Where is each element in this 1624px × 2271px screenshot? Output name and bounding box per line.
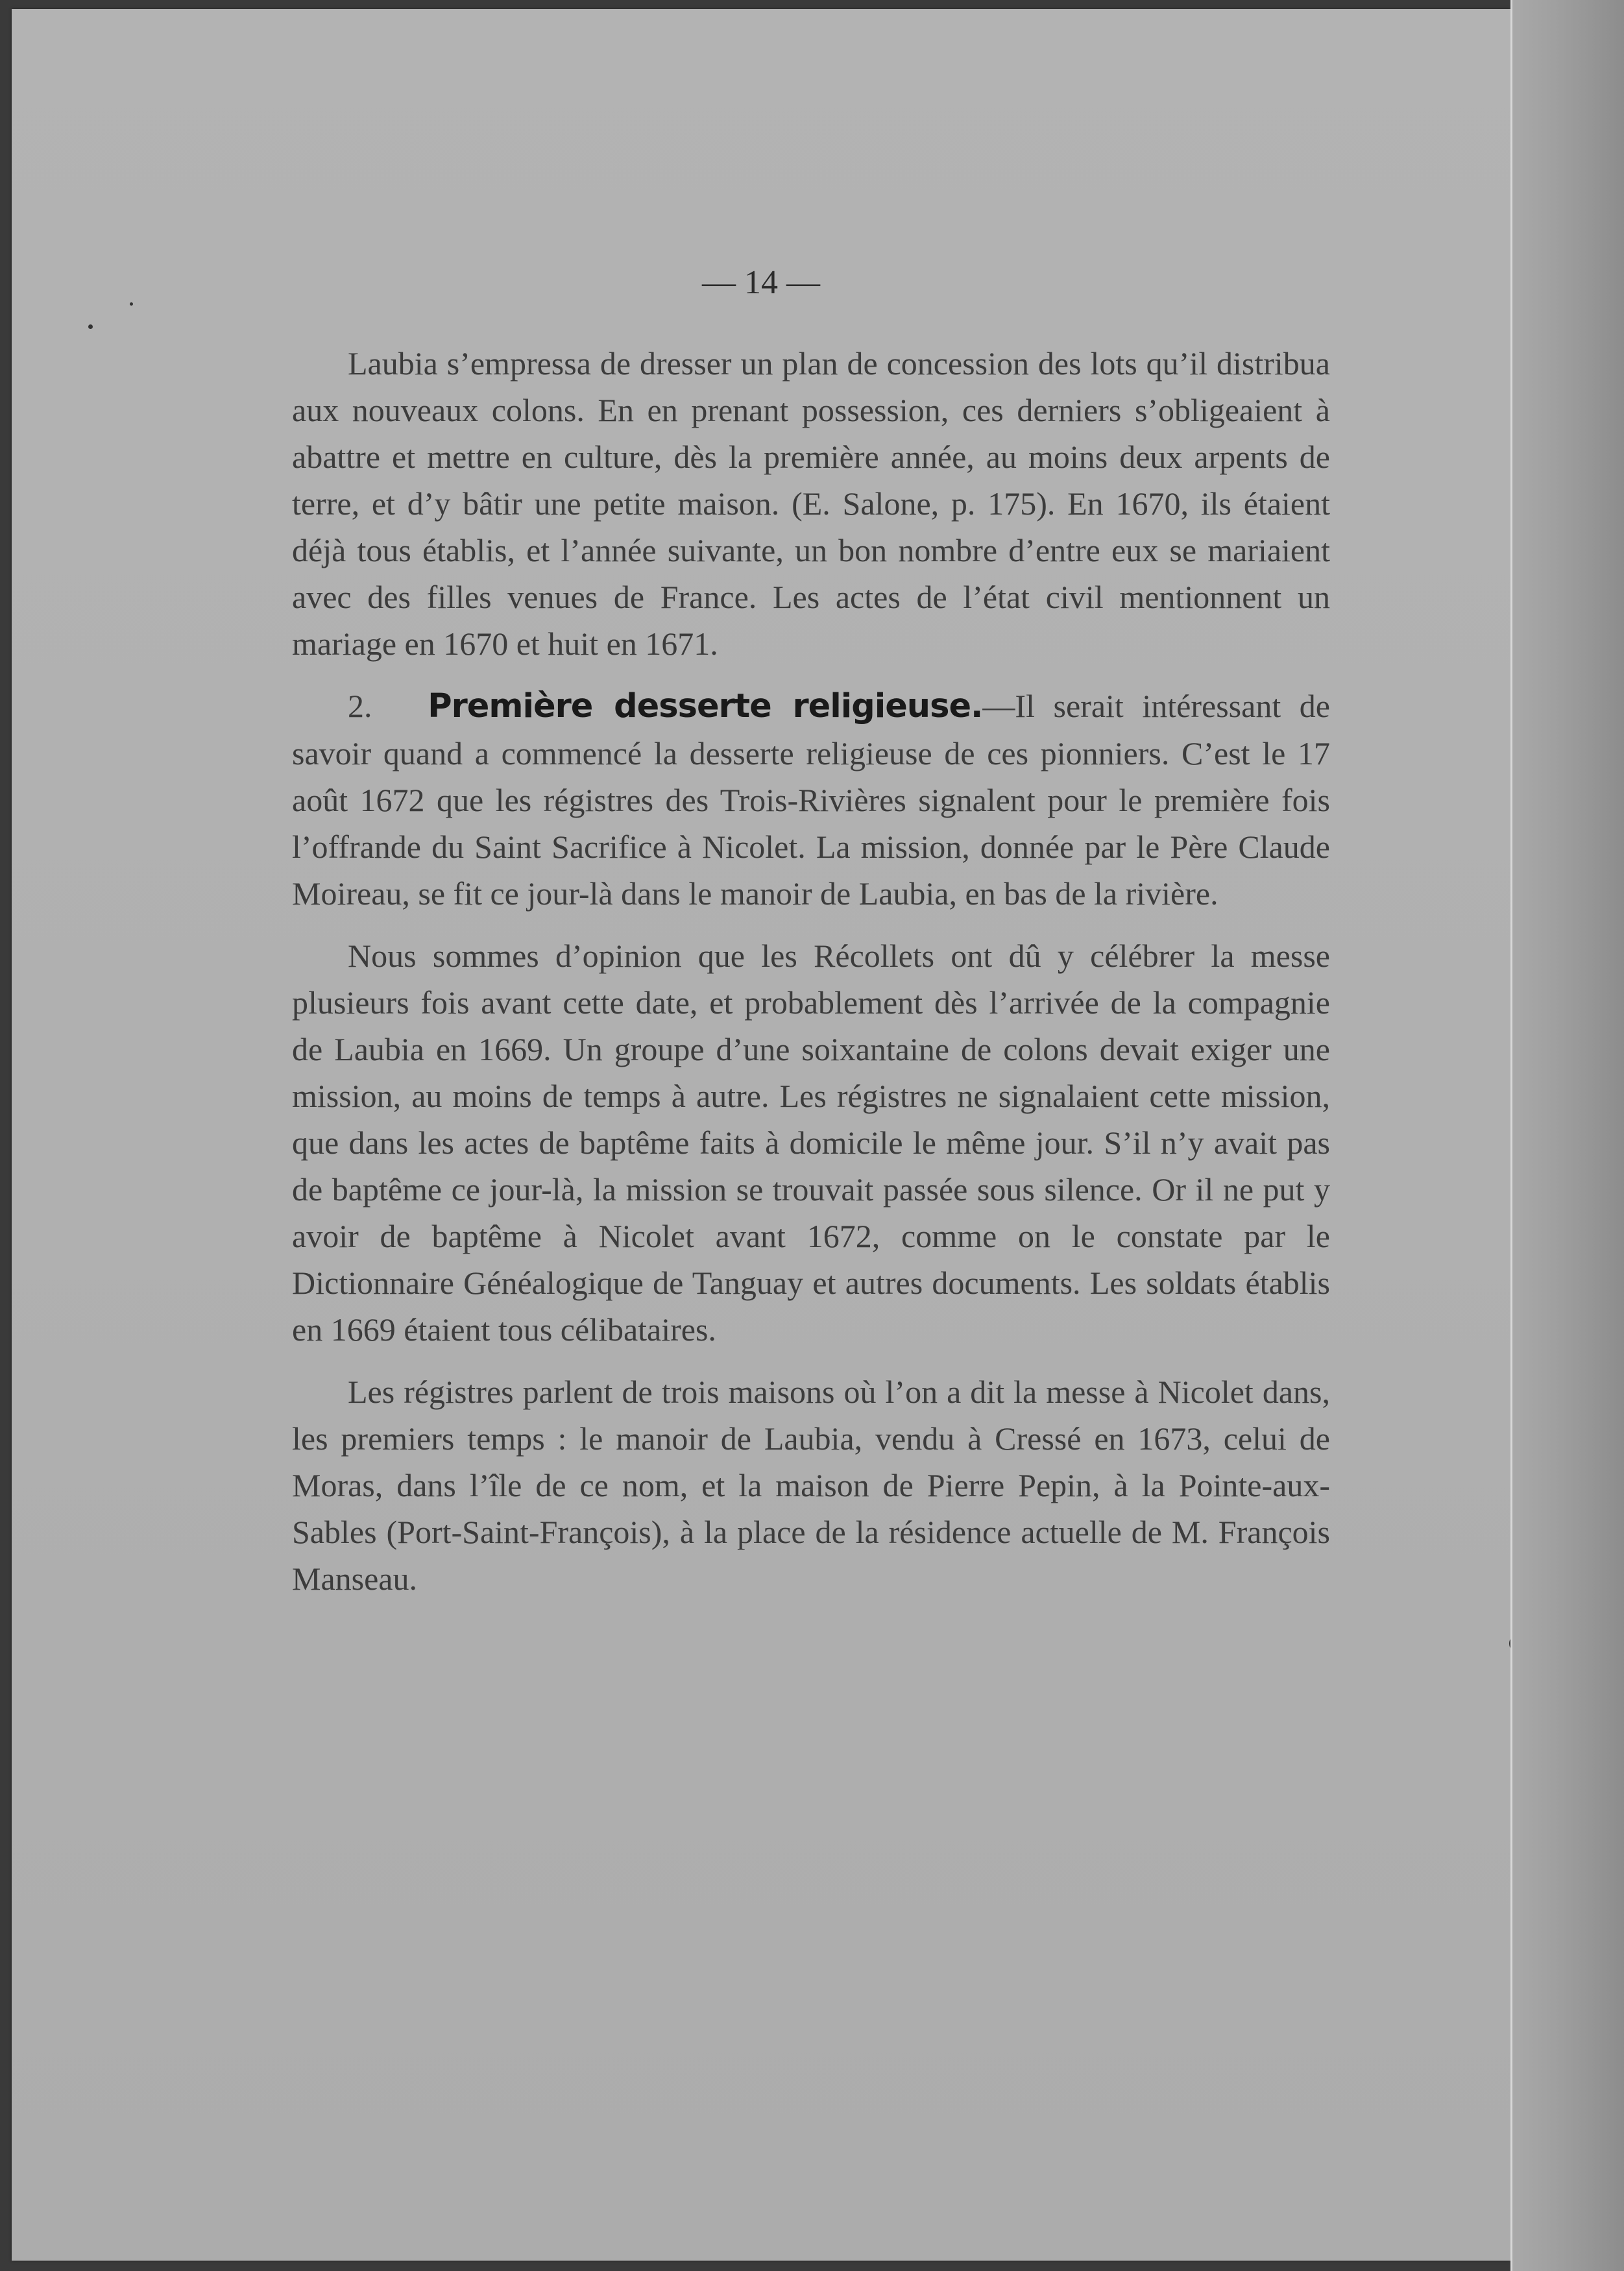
dust-speck: [88, 324, 93, 329]
paragraph-2-text: —Il serait intéressant de savoir quand a commencé la desserte religieuse de ces pionniers. C’est le 17 août 1672 que les régistres des Trois-Rivières signalent pour le première fois l’offrande du Saint Sacrifice à Nicolet. La mission, donnée par le Père Claude Moireau, se fit ce jour-là dans le manoir de Laubia, en bas de la rivière.: [292, 688, 1330, 912]
page-number: — 14 —: [702, 264, 820, 301]
section-heading: Première desserte religieuse.: [428, 687, 983, 725]
paragraph-1: Laubia s’empressa de dresser un plan de concession des lots qu’il distribua aux nouveaux colons. En en prenant possession, ces derniers s’obligeaient à abattre et mettre en culture, dès la première année, au moins deux arpents de terre, et d’y bâtir une petite maison. (E. Salone, p. 175). En 1670, ils étaient déjà tous établis, et l’année suivante, un bon nombre d’entre eux se mariaient avec des filles venues de France. Les actes de l’état civil mentionnent un mariage en 1670 et huit en 1671.: [292, 345, 1330, 662]
paragraph-4: Les régistres parlent de trois maisons où l’on a dit la messe à Nicolet dans, les premiers temps : le manoir de Laubia, vendu à Cressé en 1673, celui de Moras, dans l’île de ce nom, et la maison de Pierre Pepin, à la Pointe-aux-Sables (Port-Saint-François), à la place de la résidence actuelle de M. François Manseau.: [292, 1374, 1330, 1597]
paragraph-2: [292, 683, 1330, 917]
book-page: [12, 9, 1510, 2261]
body-text: [292, 340, 1330, 1618]
paragraph-3: Nous sommes d’opinion que les Récollets ont dû y célébrer la messe plusieurs fois avant cette date, et probablement dès l’arrivée de la compagnie de Laubia en 1669. Un groupe d’une soixantaine de colons devait exiger une mission, au moins de temps à autre. Les régistres ne signalaient cette mission, que dans les actes de baptême faits à domicile le même jour. S’il n’y avait pas de baptême ce jour-là, la mission se trouvait passée sous silence. Or il ne put y avoir de baptême à Nicolet avant 1672, comme on le constate par le Dictionnaire Généalogique de Tanguay et autres documents. Les soldats établis en 1669 étaient tous célibataires.: [292, 938, 1330, 1348]
page-edge: [1510, 0, 1624, 2271]
section-number: 2.: [348, 688, 372, 724]
dust-speck: [130, 302, 133, 306]
